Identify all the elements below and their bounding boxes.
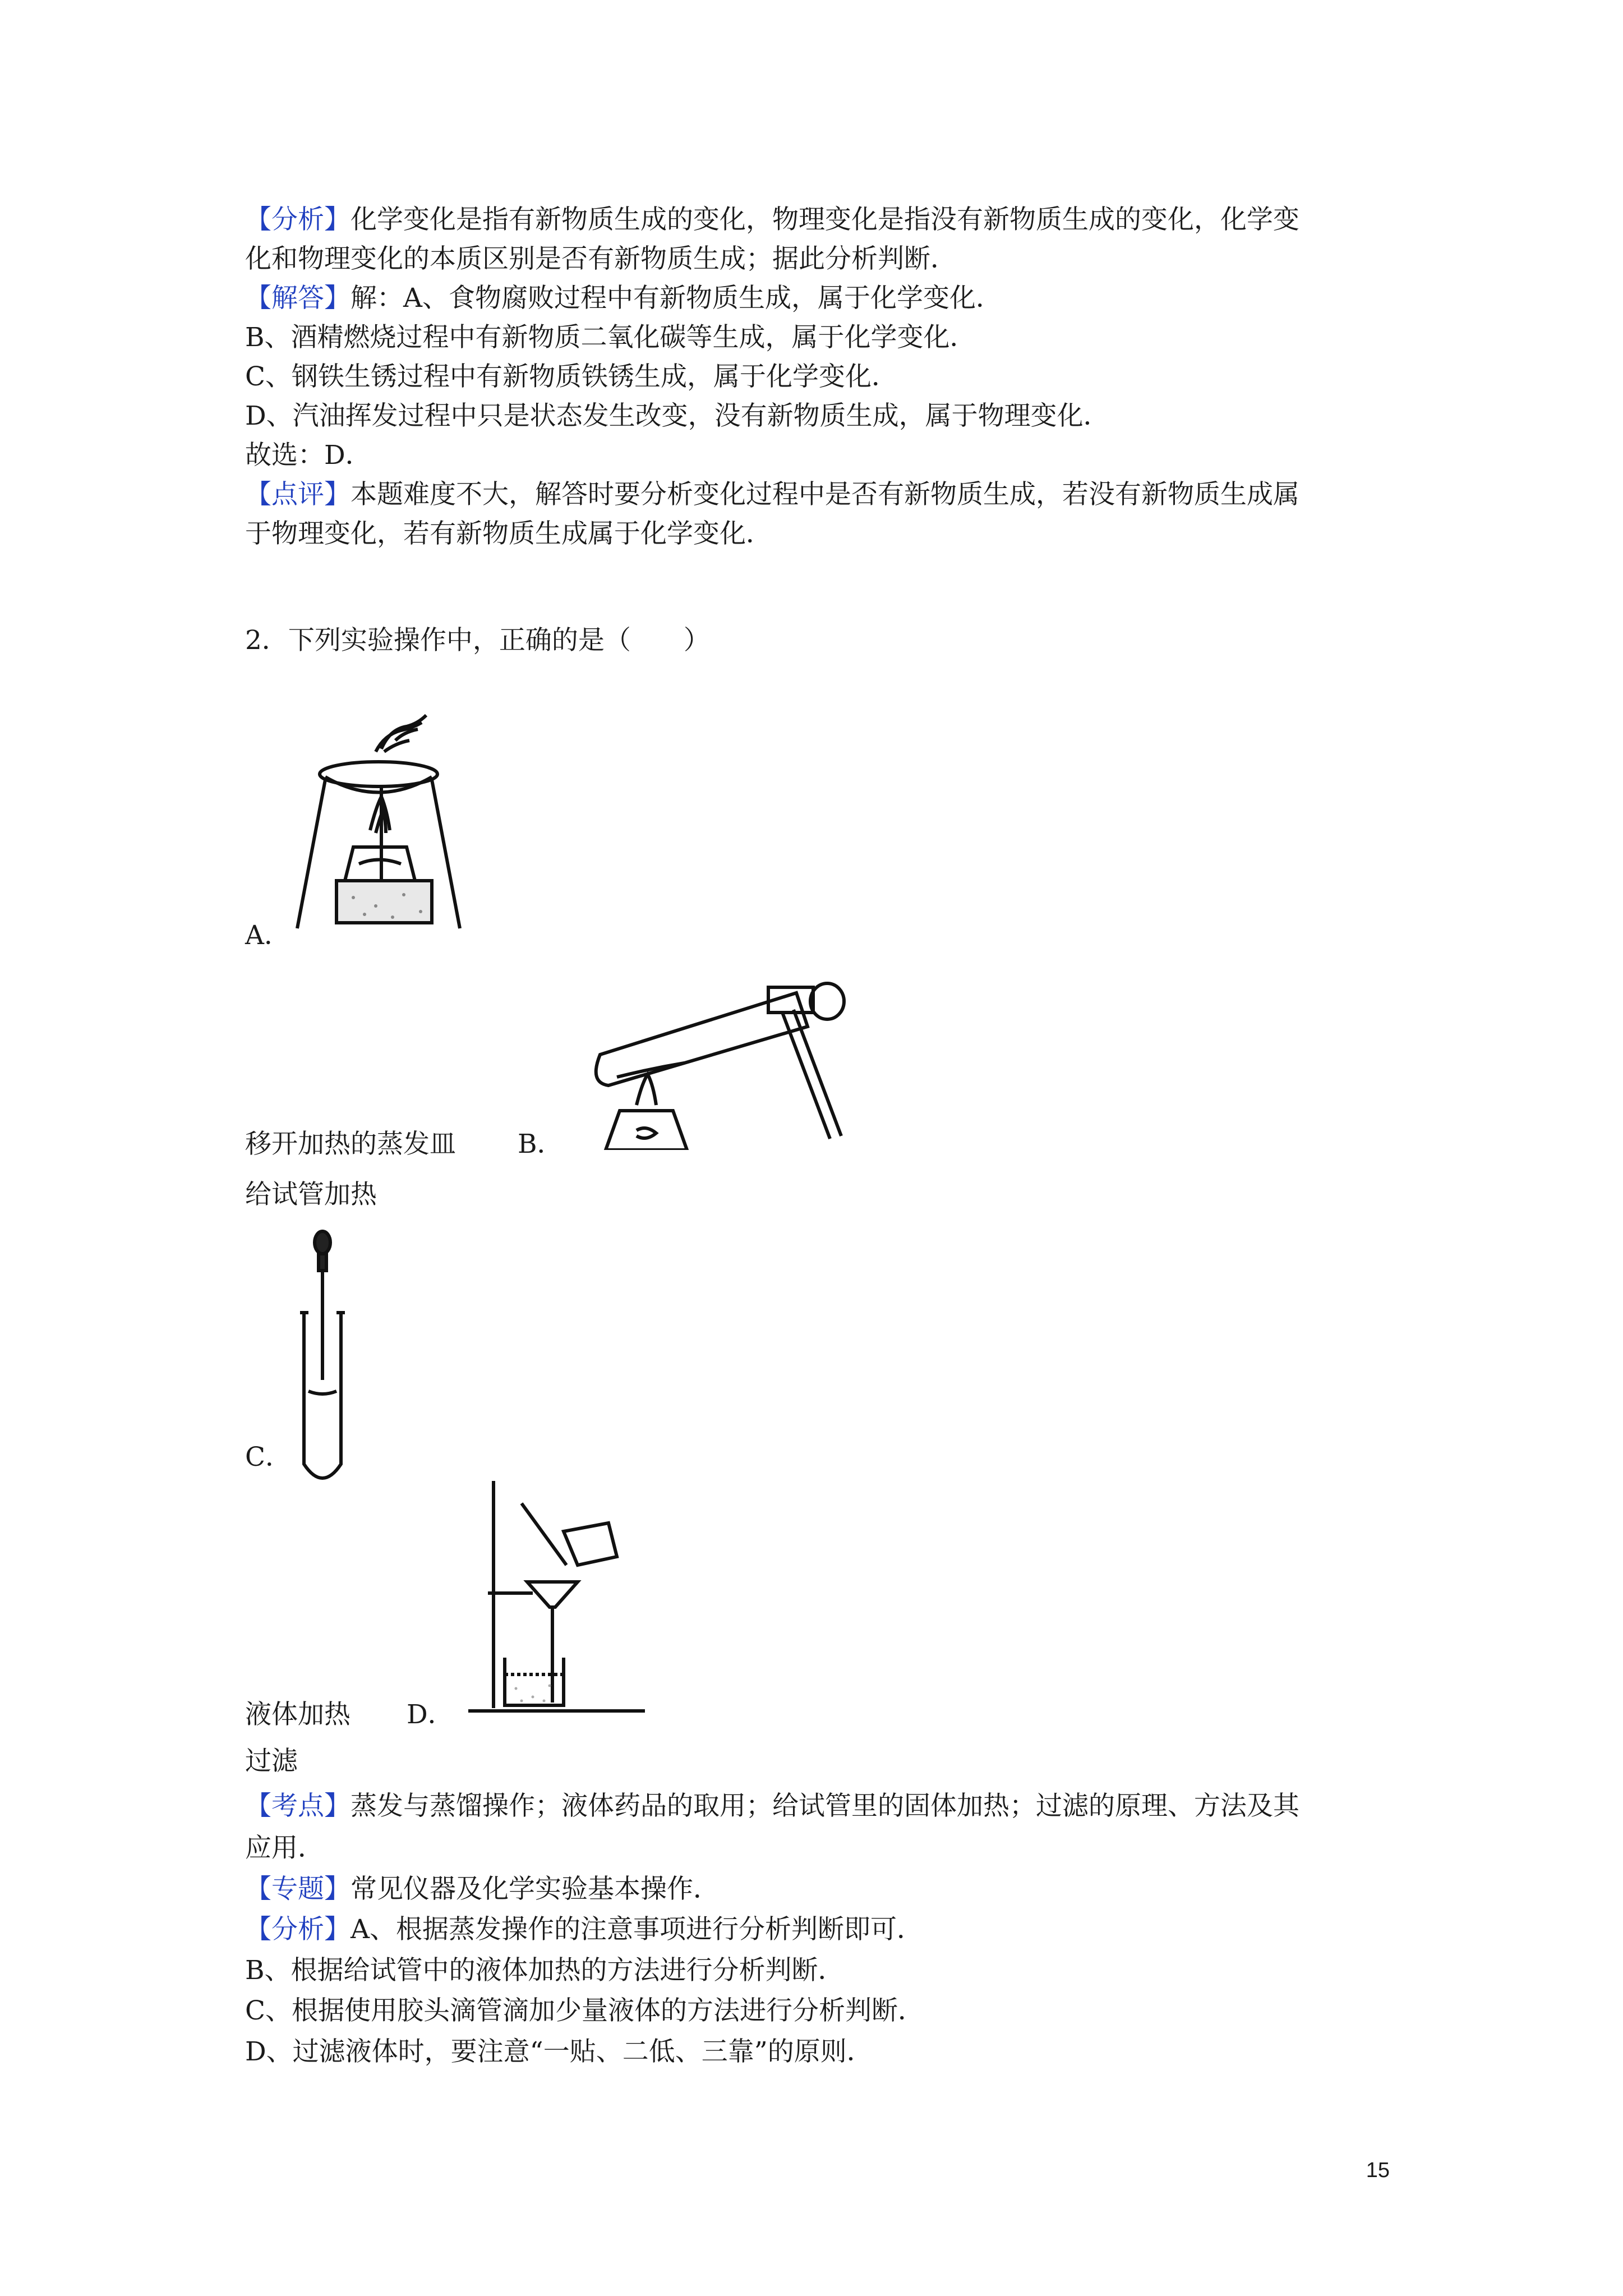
option-d-letter: D． <box>407 1699 454 1730</box>
analysis-2-line-2: B、根据给试管中的液体加热的方法进行分析判断． <box>245 1955 845 1986</box>
topic-tag: 【专题】 <box>245 1874 351 1904</box>
analysis-2-line-1: 【分析】A、根据蒸发操作的注意事项进行分析判断即可． <box>245 1914 923 1945</box>
analysis-1-line-1: 【分析】化学变化是指有新物质生成的变化，物理变化是指没有新物质生成的变化，化学变 <box>245 204 1299 235</box>
figure-a-evaporating-dish <box>292 696 471 937</box>
comment-1-line-2: 于物理变化，若有新物质生成属于化学变化． <box>245 518 772 549</box>
point-tag: 【考点】 <box>245 1791 351 1821</box>
option-c-letter: C． <box>245 1442 292 1473</box>
option-b-letter: B． <box>518 1129 564 1159</box>
analysis-2-line-4: D、过滤液体时，要注意“一贴、二低、三靠”的原则． <box>245 2036 873 2067</box>
comment-1-line-1: 【点评】本题难度不大，解答时要分析变化过程中是否有新物质生成，若没有新物质生成属 <box>245 479 1299 510</box>
question-2-stem: 2．下列实验操作中，正确的是（ ） <box>245 625 710 656</box>
figure-b-test-tube-heating <box>583 970 864 1150</box>
answer-1-line-1: 【解答】解：A、食物腐败过程中有新物质生成，属于化学变化． <box>245 283 1002 314</box>
option-a-letter: A． <box>245 920 291 951</box>
page-number: 15 <box>1366 2159 1390 2182</box>
answer-tag: 【解答】 <box>245 283 351 314</box>
analysis-2-line-3: C、根据使用胶头滴管滴加少量液体的方法进行分析判断． <box>245 1995 924 2026</box>
topic-2: 【专题】常见仪器及化学实验基本操作． <box>245 1874 720 1904</box>
option-c-caption: 液体加热 D． <box>245 1699 454 1730</box>
point-2-line-1: 【考点】蒸发与蒸馏操作；液体药品的取用；给试管里的固体加热；过滤的原理、方法及其 <box>245 1791 1299 1821</box>
option-d-caption: 过滤 <box>245 1746 298 1777</box>
comment-tag: 【点评】 <box>245 479 351 510</box>
answer-1-line-2: B、酒精燃烧过程中有新物质二氧化碳等生成，属于化学变化． <box>245 322 976 353</box>
option-a-caption: 移开加热的蒸发皿 B． <box>245 1129 564 1159</box>
answer-1-line-5: 故选：D． <box>245 440 372 471</box>
analysis-1-line-2: 化和物理变化的本质区别是否有新物质生成；据此分析判断． <box>245 243 957 274</box>
figure-c-dropper-test-tube <box>297 1228 348 1487</box>
point-2-line-2: 应用． <box>245 1833 324 1864</box>
option-b-caption: 给试管加热 <box>245 1179 377 1210</box>
analysis-tag: 【分析】 <box>245 204 351 235</box>
answer-1-line-3: C、钢铁生锈过程中有新物质铁锈生成，属于化学变化． <box>245 361 898 392</box>
answer-1-line-4: D、汽油挥发过程中只是状态发生改变，没有新物质生成，属于物理变化． <box>245 401 1110 431</box>
analysis-2-tag: 【分析】 <box>245 1914 351 1945</box>
figure-d-filtration <box>465 1481 651 1717</box>
